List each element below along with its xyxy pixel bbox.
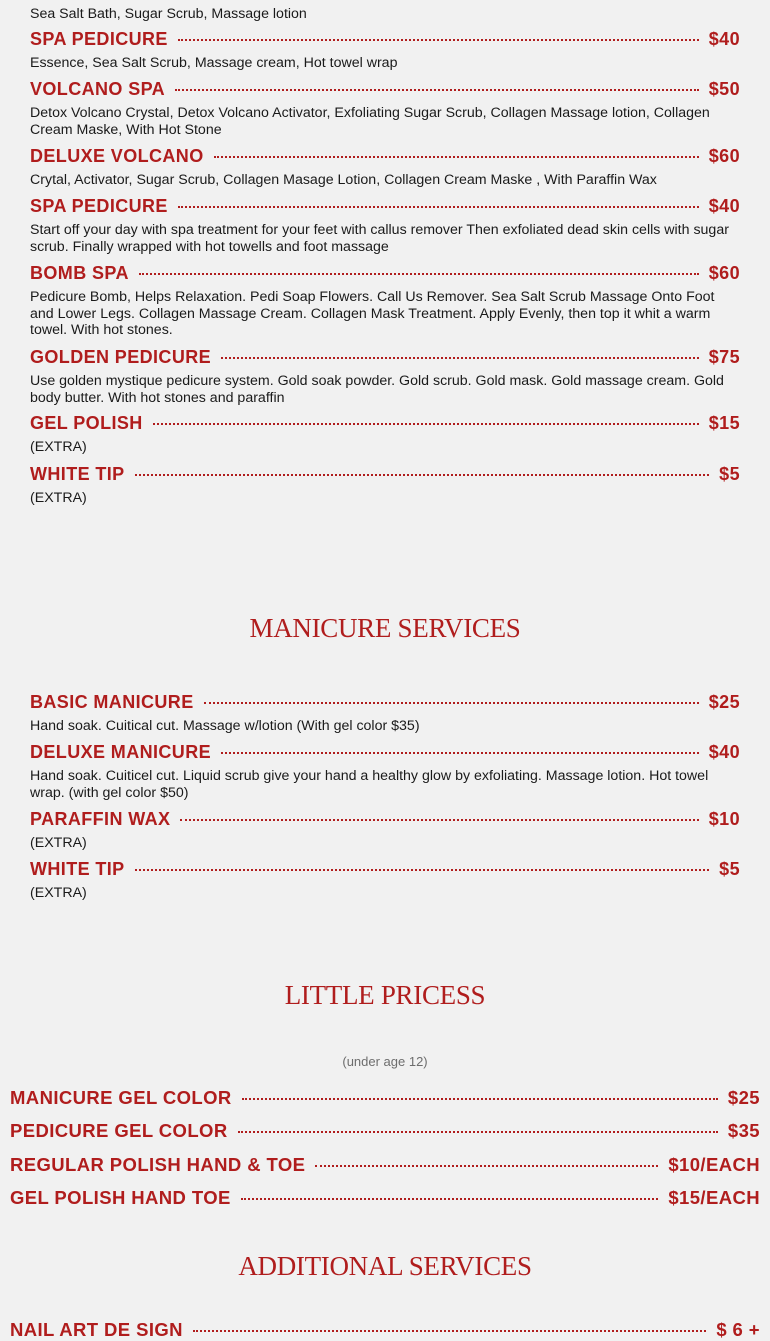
item-price: $60 (708, 262, 740, 283)
item-name: VOLCANO SPA (30, 78, 166, 99)
item-price: $25 (708, 691, 740, 712)
dotted-leader (139, 273, 699, 275)
item-name: GEL POLISH HAND TOE (10, 1187, 231, 1208)
item-price: $40 (708, 195, 740, 216)
item-description: Essence, Sea Salt Scrub, Massage cream, Hot towel wrap (30, 55, 398, 71)
menu-item (10, 1154, 760, 1176)
item-price: $50 (708, 78, 740, 99)
item-price: $60 (708, 145, 740, 166)
dotted-leader (175, 89, 699, 91)
item-price: $15 (708, 412, 740, 433)
menu-item (30, 463, 740, 507)
age-note: (under age 12) (342, 1054, 428, 1069)
item-description: (EXTRA) (30, 835, 87, 851)
item-price: $10 (708, 808, 740, 829)
item-price: $75 (708, 346, 740, 367)
item-description: Crytal, Activator, Sugar Scrub, Collagen Masage Lotion, Collagen Cream Maske , With Paraffin Wax (30, 172, 657, 188)
item-price: $5 (719, 463, 740, 484)
item-name: WHITE TIP (30, 858, 125, 879)
item-description: Start off your day with spa treatment for your feet with callus remover Then exfoliated dead skin cells with sugar scrub. Finally wrapped with hot towells and foot massage (30, 222, 729, 255)
menu-item (30, 195, 740, 255)
menu-item (30, 741, 740, 801)
item-price: $5 (719, 858, 740, 879)
item-description: Detox Volcano Crystal, Detox Volcano Activator, Exfoliating Sugar Scrub, Collagen Massage lotion, Collagen Cream Maske, With Hot Stone (30, 105, 710, 138)
menu-item (30, 808, 740, 852)
dotted-leader (214, 156, 699, 158)
item-name: GEL POLISH (30, 412, 143, 433)
item-price: $10/EACH (668, 1154, 760, 1175)
menu-item (10, 1187, 760, 1209)
section-title-manicure: MANICURE SERVICES (249, 613, 521, 643)
item-price: $ 6 + (716, 1319, 760, 1340)
item-description: Hand soak. Cuitical cut. Massage w/lotion (With gel color $35) (30, 718, 420, 734)
dotted-leader (242, 1098, 718, 1100)
item-name: GOLDEN PEDICURE (30, 346, 212, 367)
item-price: $40 (708, 28, 740, 49)
item-price: $35 (727, 1120, 760, 1141)
item-name: MANICURE GEL COLOR (10, 1087, 232, 1108)
menu-item (10, 1120, 760, 1142)
dotted-leader (221, 752, 699, 754)
item-name: NAIL ART DE SIGN (10, 1319, 183, 1340)
item-name: BASIC MANICURE (30, 691, 194, 712)
dotted-leader (221, 357, 699, 359)
menu-item (30, 346, 740, 406)
item-price: $40 (708, 741, 740, 762)
item-name: BOMB SPA (30, 262, 129, 283)
dotted-leader (180, 819, 698, 821)
item-description: Pedicure Bomb, Helps Relaxation. Pedi Soap Flowers. Call Us Remover. Sea Salt Scrub Massage Onto Foot and Lower Legs. Collagen Massage Cream. Collagen Mask Treatment. Apply Evenly, then top it whit a warm towel. With hot stones. (30, 289, 715, 339)
item-name: SPA PEDICURE (30, 28, 168, 49)
section-title-additional: ADDITIONAL SERVICES (238, 1251, 532, 1281)
item-name: REGULAR POLISH HAND & TOE (10, 1154, 306, 1175)
item-description: Use golden mystique pedicure system. Gold soak powder. Gold scrub. Gold mask. Gold massage cream. Gold body butter. With hot stones and paraffin (30, 373, 724, 406)
dotted-leader (178, 206, 699, 208)
dotted-leader (135, 474, 710, 476)
menu-item (30, 78, 740, 138)
item-name: PEDICURE GEL COLOR (10, 1120, 228, 1141)
menu-item (30, 691, 740, 735)
dotted-leader (153, 423, 699, 425)
item-price: $25 (727, 1087, 760, 1108)
menu-item (30, 858, 740, 902)
dotted-leader (193, 1330, 706, 1332)
item-description: (EXTRA) (30, 490, 87, 506)
section-title-little-princess: LITTLE PRICESS (284, 980, 486, 1010)
dotted-leader (135, 869, 710, 871)
item-name: PARAFFIN WAX (30, 808, 171, 829)
item-price: $15/EACH (668, 1187, 760, 1208)
item-description: (EXTRA) (30, 439, 87, 455)
item-name: DELUXE VOLCANO (30, 145, 204, 166)
menu-item (10, 1087, 760, 1109)
menu-item (30, 28, 740, 72)
item-description: (EXTRA) (30, 885, 87, 901)
item-name: DELUXE MANICURE (30, 741, 212, 762)
dotted-leader (238, 1131, 718, 1133)
item-description: Hand soak. Cuiticel cut. Liquid scrub give your hand a healthy glow by exfoliating. Massage lotion. Hot towel wrap. (with gel color $50) (30, 768, 709, 801)
dotted-leader (178, 39, 699, 41)
item-name: WHITE TIP (30, 463, 125, 484)
dotted-leader (315, 1165, 658, 1167)
item-description: Sea Salt Bath, Sugar Scrub, Massage lotion (30, 6, 307, 22)
menu-item (30, 145, 740, 189)
item-name: SPA PEDICURE (30, 195, 168, 216)
menu-item (30, 262, 740, 339)
menu-item (30, 412, 740, 456)
dotted-leader (204, 702, 699, 704)
dotted-leader (241, 1198, 659, 1200)
